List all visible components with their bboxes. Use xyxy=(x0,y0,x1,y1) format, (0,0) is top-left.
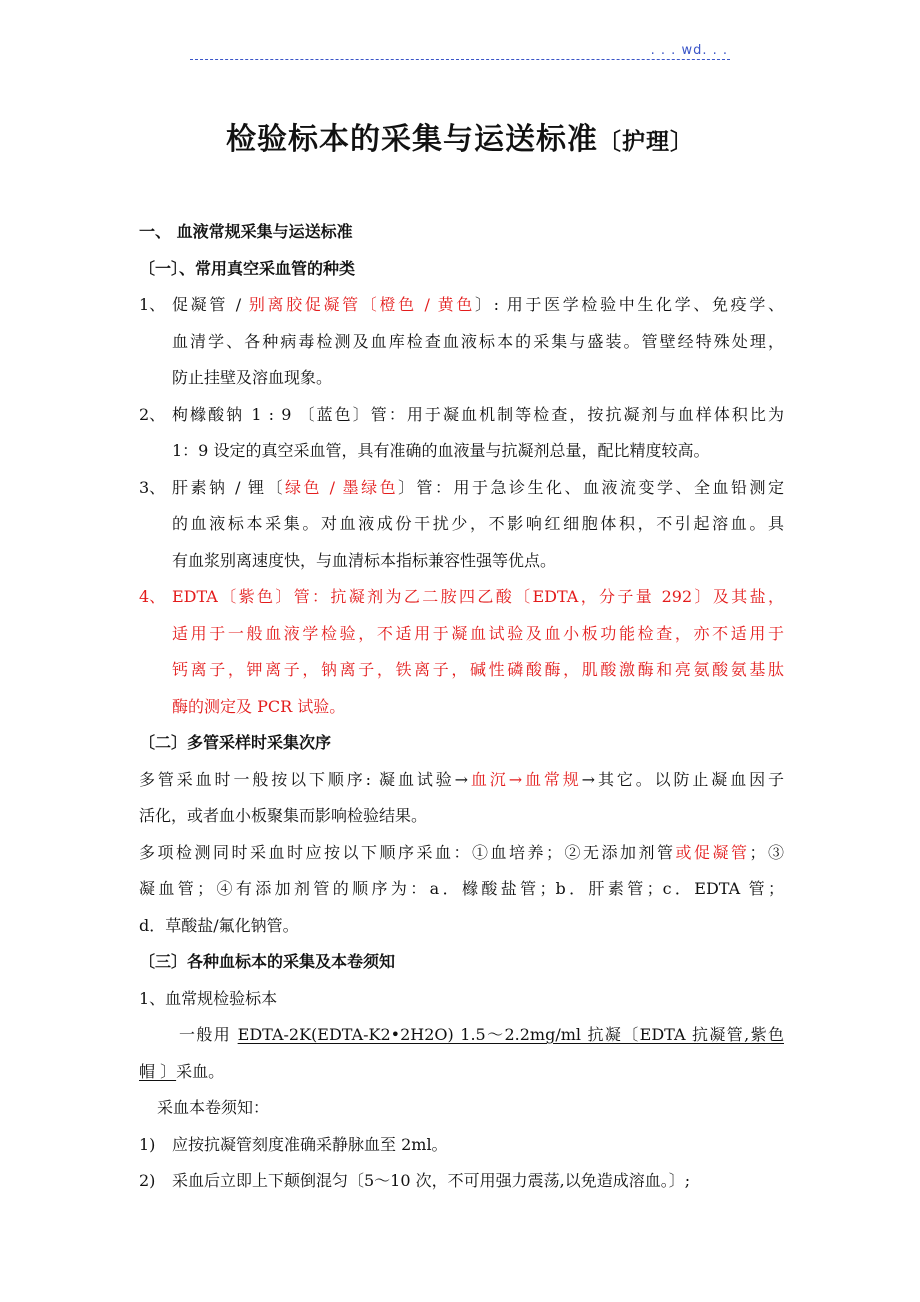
item-text: 促凝管 / xyxy=(172,295,249,314)
subsection-heading: 〔三〕各种血标本的采集及本卷须知 xyxy=(139,952,396,971)
list-item xyxy=(139,1163,784,1200)
list-item xyxy=(139,397,784,470)
underlined-text: 帽 〕 xyxy=(139,1061,177,1081)
page-title xyxy=(0,114,920,158)
highlight-text: 绿色 / 墨绿色 xyxy=(285,477,399,497)
item-text: 适用于一般血液学检验，不适用于凝血试验及血小板功能检查，亦不适用于 xyxy=(172,623,784,643)
underlined-text: EDTA-2K(EDTA-K2•2H2O) 1.5～2.2mg/ml 抗凝〔EDTA 抗凝管,紫色 xyxy=(237,1025,784,1044)
item-text: 采血后立即上下颠倒混匀〔5～10 次，不可用强力震荡,以免造成溶血。〕; xyxy=(172,1171,691,1190)
paragraph-text: 多管采血时一般按以下顺序: 凝血试验→ xyxy=(139,769,469,789)
paragraph-text: 活化，或者血小板聚集而影响检验结果。 xyxy=(139,806,428,825)
item-text: 钙离子，钾离子，钠离子，铁离子，碱性磷酸酶，肌酸激酶和亮氨酸氨基肽 xyxy=(172,660,784,679)
list-item: 1、血常规检验标本 xyxy=(139,988,278,1008)
notes-heading: 采血本卷须知： xyxy=(157,1098,270,1117)
paragraph-text: 凝血管；④有添加剂管的顺序为：a．橼酸盐管；b．肝素管；c．EDTA 管； xyxy=(139,879,784,898)
item-text: EDTA〔紫色〕管：抗凝剂为乙二胺四乙酸〔EDTA，分子量 292〕及其盐， xyxy=(172,587,784,606)
subsection-heading: 〔一〕、常用真空采血管的种类 xyxy=(139,258,356,278)
paragraph xyxy=(139,762,784,835)
list-item xyxy=(139,287,784,397)
paragraph-text: 采血。 xyxy=(176,1061,225,1081)
paragraph xyxy=(139,1017,784,1090)
highlight-text: 血沉→血常规 xyxy=(468,769,582,789)
document-body xyxy=(139,214,784,1200)
item-text: 肝素钠 / 锂〔 xyxy=(172,477,286,497)
item-text: 1：9 设定的真空采血管，具有准确的血液量与抗凝剂总量，配比精度较高。 xyxy=(172,441,710,460)
highlight-text: 别离胶促凝管〔橙色 / 黄色 xyxy=(248,295,475,314)
list-item xyxy=(139,579,784,725)
item-text: 应按抗凝管刻度准确采静脉血至 2ml。 xyxy=(172,1134,448,1154)
paragraph xyxy=(139,835,784,945)
item-text: 血清学、各种病毒检测及血库检查血液标本的采集与盛装。管壁经特殊处理， xyxy=(172,331,784,351)
item-number: 1、 xyxy=(139,295,166,314)
subsection-heading: 〔二〕多管采样时采集次序 xyxy=(139,733,332,752)
item-text: 〕管：用于急诊生化、血液流变学、全血铅测定 xyxy=(398,477,784,497)
section-heading: 一、 血液常规采集与运送标准 xyxy=(139,222,353,241)
paragraph-text: 一般用 xyxy=(179,1025,238,1044)
paragraph-text: ；③ xyxy=(749,842,784,862)
list-item xyxy=(139,1127,784,1164)
item-text: 枸橼酸钠 1 : 9 〔蓝色〕管：用于凝血机制等检查，按抗凝剂与血样体积比为 xyxy=(172,404,784,424)
title-suffix: 〔护理〕 xyxy=(598,128,694,155)
item-number: 2、 xyxy=(139,404,166,424)
item-number: 1) xyxy=(139,1134,156,1154)
paragraph-text: d．草酸盐/氟化钠管。 xyxy=(139,915,299,935)
highlight-text: 或促凝管 xyxy=(675,842,750,862)
header-mark: . . . wd. . . xyxy=(650,43,728,58)
paragraph-text: →其它。以防止凝血因子 xyxy=(581,769,784,789)
item-text: 防止挂壁及溶血现象。 xyxy=(172,368,333,387)
paragraph-text: 多项检测同时采血时应按以下顺序采血：①血培养；②无添加剂管 xyxy=(139,842,676,862)
header-dashed-rule xyxy=(190,59,730,60)
item-text: 〕: 用于医学检验中生化学、免疫学、 xyxy=(474,295,784,314)
item-number: 2) xyxy=(139,1171,156,1190)
item-number: 3、 xyxy=(139,477,166,497)
list-item xyxy=(139,470,784,580)
item-text: 酶的测定及 PCR 试验。 xyxy=(172,696,346,716)
item-text: 的血液标本采集。对血液成份干扰少，不影响红细胞体积，不引起溶血。具 xyxy=(172,514,784,533)
item-number: 4、 xyxy=(139,587,166,606)
title-main: 检验标本的采集与运送标准 xyxy=(226,122,598,157)
item-text: 有血浆别离速度快，与血清标本指标兼容性强等优点。 xyxy=(172,550,557,570)
